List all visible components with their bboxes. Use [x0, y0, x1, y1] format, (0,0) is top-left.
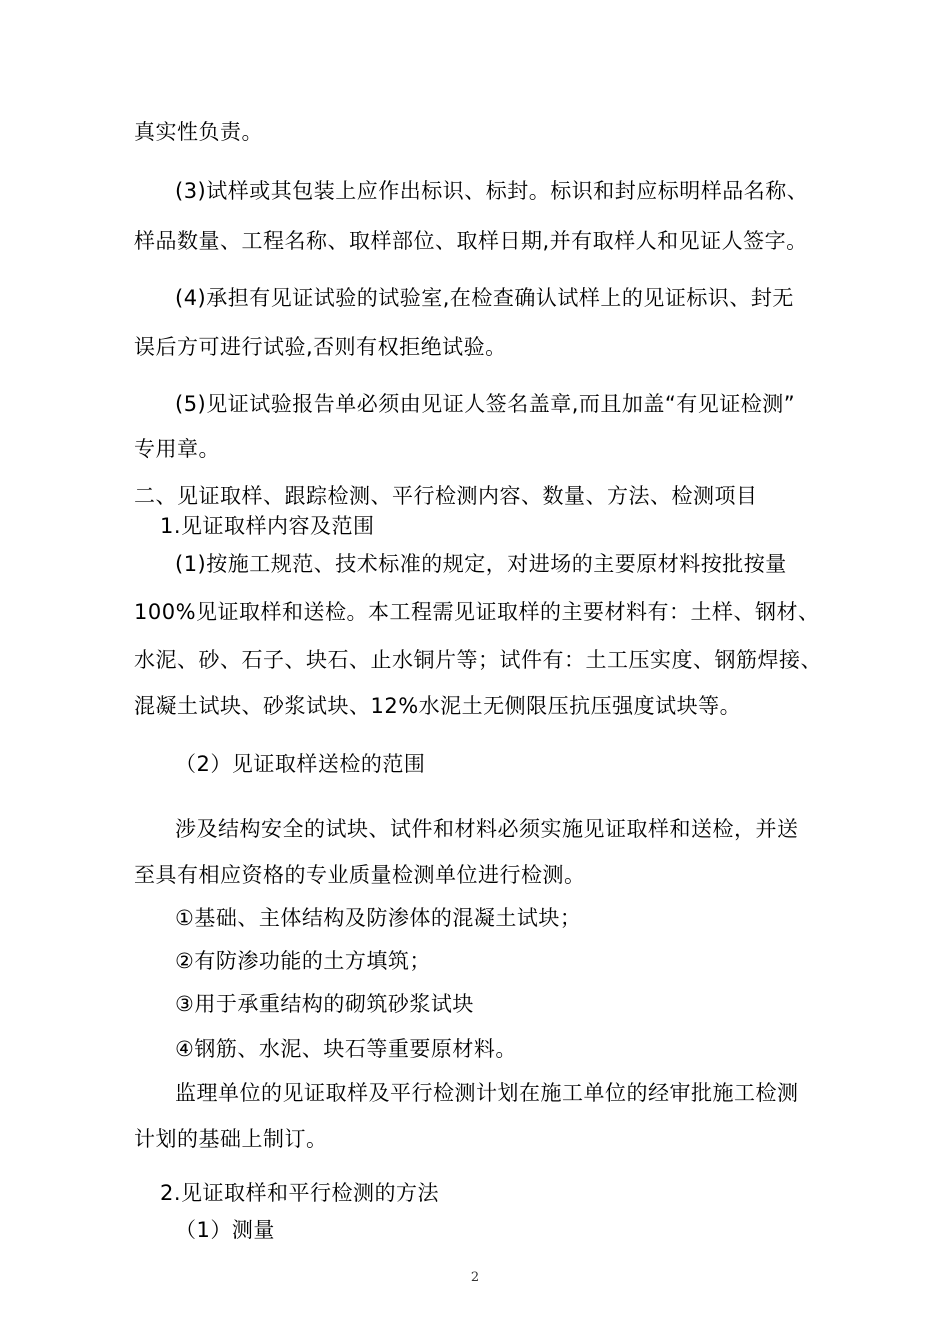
subsection-heading: 1.见证取样内容及范围 [160, 514, 375, 538]
paragraph-item-3: (3)试样或其包装上应作出标识、标封。标识和封应标明样品名称、 [175, 179, 809, 203]
text-line: 至具有相应资格的专业质量检测单位进行检测。 [134, 863, 586, 887]
text-line: 专用章。 [134, 437, 220, 461]
section-heading: 二、见证取样、跟踪检测、平行检测内容、数量、方法、检测项目 [134, 484, 758, 508]
text-line: 水泥、砂、石子、块石、止水铜片等；试件有：土工压实度、钢筋焊接、 [134, 648, 822, 672]
item-heading-1: （1）测量 [175, 1218, 275, 1242]
subsection-heading: 2.见证取样和平行检测的方法 [160, 1181, 440, 1205]
page-number: 2 [470, 1270, 480, 1285]
text-line: 混凝土试块、砂浆试块、12%水泥土无侧限压抗压强度试块等。 [134, 694, 742, 718]
paragraph: 涉及结构安全的试块、试件和材料必须实施见证取样和送检，并送 [175, 817, 799, 841]
paragraph-item-1: (1)按施工规范、技术标准的规定，对进场的主要原材料按批按量 [175, 552, 787, 576]
paragraph: 监理单位的见证取样及平行检测计划在施工单位的经审批施工检测 [175, 1081, 799, 1105]
text-line: 样品数量、工程名称、取样部位、取样日期,并有取样人和见证人签字。 [134, 229, 808, 253]
list-item: ①基础、主体结构及防渗体的混凝土试块； [175, 906, 582, 930]
list-item: ④钢筋、水泥、块石等重要原材料。 [175, 1037, 517, 1061]
paragraph-item-4: (4)承担有见证试验的试验室,在检查确认试样上的见证标识、封无 [175, 286, 794, 310]
list-item: ②有防渗功能的土方填筑； [175, 949, 431, 973]
text-line: 100%见证取样和送检。本工程需见证取样的主要材料有：土样、钢材、 [134, 600, 820, 624]
text-line: 计划的基础上制订。 [134, 1127, 328, 1151]
list-item: ③用于承重结构的砌筑砂浆试块 [175, 992, 474, 1016]
paragraph-item-5: (5)见证试验报告单必须由见证人签名盖章,而且加盖“有见证检测” [175, 392, 796, 416]
text-line: 真实性负责。 [134, 120, 263, 144]
item-heading-2: （2）见证取样送检的范围 [175, 752, 426, 776]
text-line: 误后方可进行试验,否则有权拒绝试验。 [134, 335, 507, 359]
